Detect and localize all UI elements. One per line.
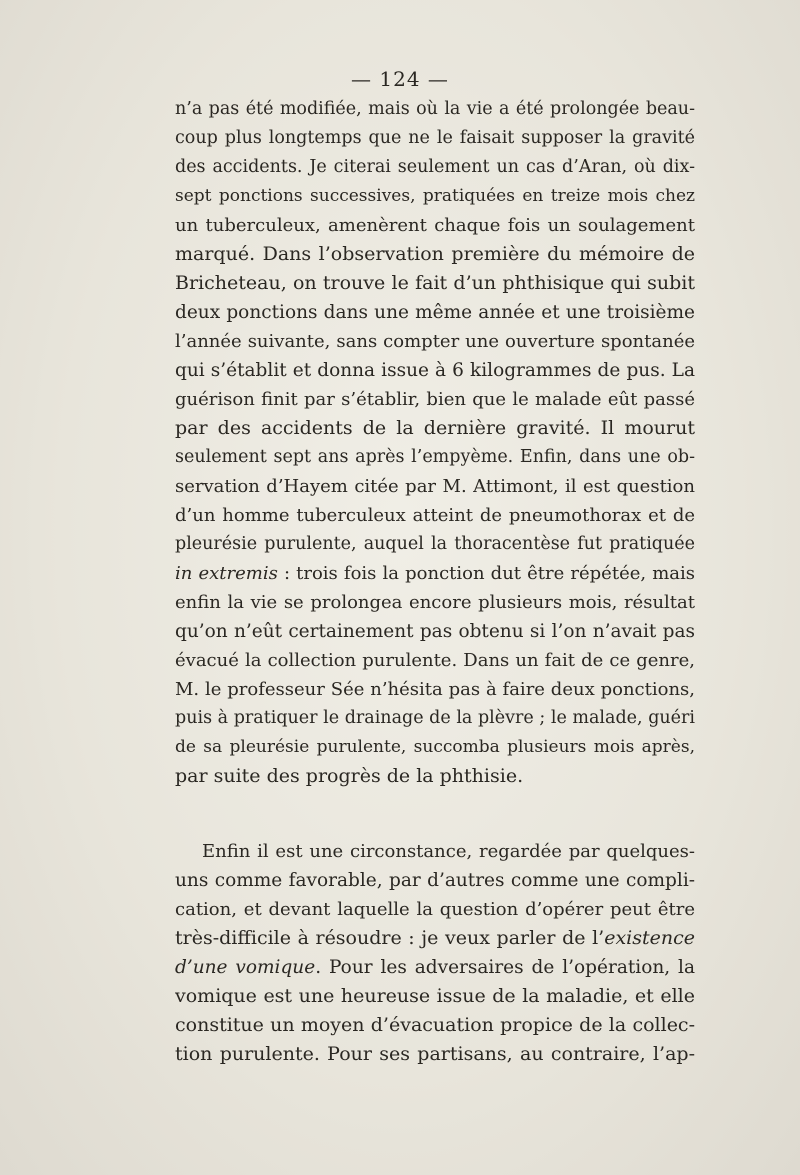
text-line: n’a pas été modifiée, mais où la vie a été prolongée beau- [175, 99, 695, 119]
text-line: constitue un moyen d’évacuation propice de la collec- [175, 1014, 695, 1036]
text-line: qu’on n’eût certainement pas obtenu si l’on n’avait pas [175, 621, 695, 642]
text-line: uns comme favorable, par d’autres comme une compli- [175, 870, 695, 891]
text-line: l’année suivante, sans compter une ouverture spontanée [175, 331, 695, 352]
text-line: vomique est une heureuse issue de la maladie, et elle [175, 985, 695, 1007]
text-line: des accidents. Je citerai seulement un cas d’Aran, où dix- [175, 157, 695, 177]
text-line: d’une vomique. Pour les adversaires de l’opération, la [175, 957, 695, 978]
text-line: qui s’établit et donna issue à 6 kilogrammes de pus. La [175, 360, 695, 381]
text-line: deux ponctions dans une même année et une troisième [175, 302, 695, 323]
text-line: par des accidents de la dernière gravité. Il mourut [175, 417, 695, 439]
text-line: enfin la vie se prolongea encore plusieurs mois, résultat [175, 592, 695, 613]
text-line: marqué. Dans l’observation première du mémoire de [175, 243, 695, 265]
paragraph-1 [175, 95, 695, 791]
text-line: sept ponctions successives, pratiquées en treize mois chez [175, 186, 695, 206]
text-line: pleurésie purulente, auquel la thoracentèse fut pratiquée [175, 534, 695, 554]
page-number: — 124 — [351, 67, 449, 91]
text-line: un tuberculeux, amenèrent chaque fois un soulagement [175, 215, 695, 236]
text-line: par suite des progrès de la phthisie. [175, 765, 524, 787]
text-line: coup plus longtemps que ne le faisait supposer la gravité [175, 128, 695, 148]
text-line: seulement sept ans après l’empyème. Enfin, dans une ob- [175, 447, 695, 467]
text-line: guérison finit par s’établir, bien que le malade eût passé [175, 389, 695, 410]
text-line: évacué la collection purulente. Dans un fait de ce genre, [175, 650, 695, 671]
text-line: d’un homme tuberculeux atteint de pneumothorax et de [175, 505, 695, 526]
text-line: servation d’Hayem citée par M. Attimont, il est question [175, 476, 695, 497]
text-line: tion purulente. Pour ses partisans, au contraire, l’ap- [175, 1043, 695, 1065]
italic-text: d’une vomique [175, 957, 316, 978]
paragraph-gap [175, 791, 695, 837]
italic-text: in extremis [175, 563, 278, 584]
text-line: M. le professeur Sée n’hésita pas à faire deux ponctions, [175, 679, 695, 700]
text-line: in extremis : trois fois la ponction dut être répétée, mais [175, 563, 695, 584]
italic-text: existence [604, 927, 695, 949]
text-line: Bricheteau, on trouve le fait d’un phthisique qui subit [175, 272, 695, 294]
paragraph-2 [175, 837, 695, 1069]
text-line: Enfin il est une circonstance, regardée par quelques- [202, 841, 695, 862]
text-line: de sa pleurésie purulente, succomba plusieurs mois après, [175, 737, 695, 757]
text-line: puis à pratiquer le drainage de la plèvre ; le malade, guéri [175, 708, 695, 728]
text-line: cation, et devant laquelle la question d’opérer peut être [175, 899, 695, 920]
body-text [175, 95, 695, 1069]
text-line: très-difficile à résoudre : je veux parler de l’existence [175, 927, 695, 949]
